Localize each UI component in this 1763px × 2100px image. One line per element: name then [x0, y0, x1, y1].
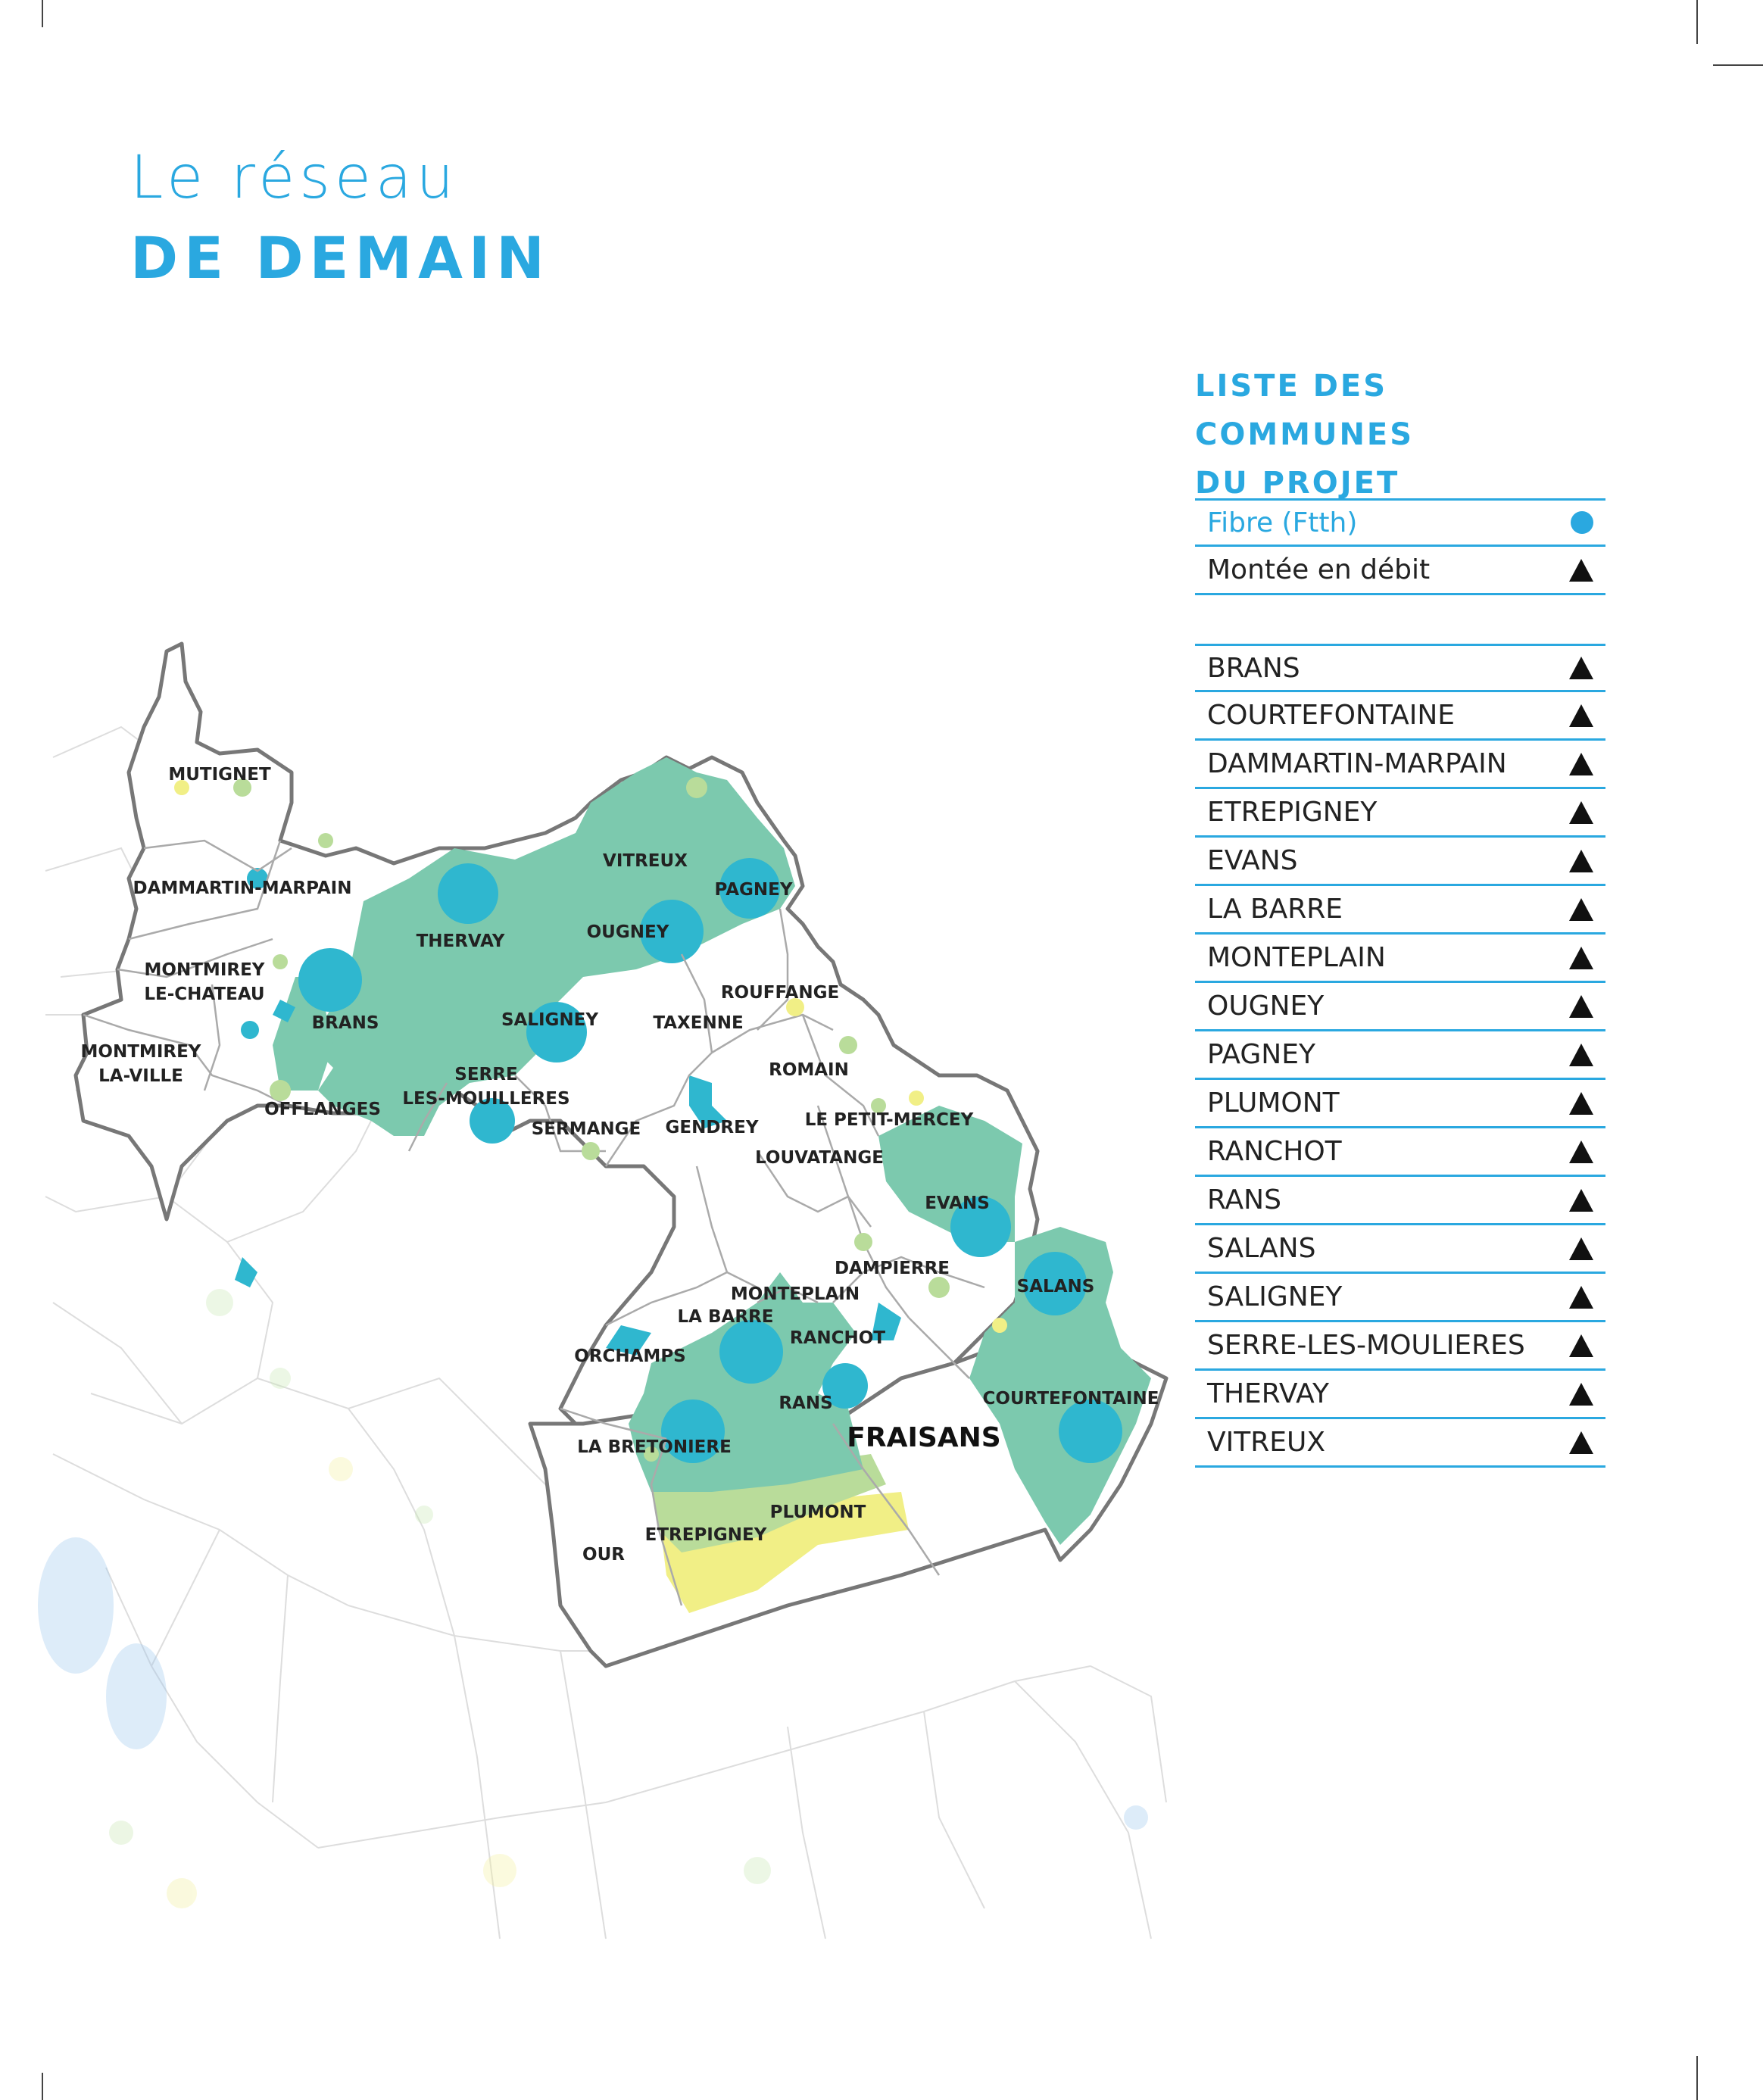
commune-name: DAMMARTIN-MARPAIN	[1207, 748, 1507, 779]
commune-row	[1195, 1419, 1605, 1468]
map-label-our: OUR	[582, 1545, 625, 1565]
map-label-montmirey-chateau-2: LE-CHATEAU	[144, 984, 265, 1004]
map-label-salans: SALANS	[1016, 1277, 1095, 1297]
triangle-icon	[1569, 1044, 1593, 1066]
commune-row	[1195, 1177, 1605, 1225]
map-label-mutignet: MUTIGNET	[168, 765, 271, 785]
legend	[1195, 498, 1605, 595]
map-label-rans: RANS	[779, 1393, 833, 1413]
crop-mark	[42, 2073, 43, 2100]
commune-name: THERVAY	[1207, 1378, 1329, 1409]
commune-row	[1195, 1128, 1605, 1177]
map-label-monteplain: MONTEPLAIN	[730, 1284, 860, 1304]
map-label-la-barre: LA BARRE	[677, 1307, 774, 1327]
commune-row	[1195, 789, 1605, 838]
commune-row	[1195, 1080, 1605, 1128]
map-label-dammartin: DAMMARTIN-MARPAIN	[133, 878, 352, 898]
map-label-orchamps: ORCHAMPS	[574, 1346, 686, 1366]
commune-row	[1195, 692, 1605, 741]
triangle-icon	[1569, 1092, 1593, 1115]
commune-name: RANCHOT	[1207, 1136, 1342, 1167]
triangle-icon	[1569, 559, 1593, 582]
commune-name: MONTEPLAIN	[1207, 942, 1386, 973]
legend-label: Fibre (Ftth)	[1207, 507, 1358, 538]
fibre-circle-courtefontaine	[1059, 1399, 1122, 1463]
heading-line2: DU PROJET	[1195, 466, 1400, 501]
map-label-vitreux: VITREUX	[603, 851, 688, 871]
commune-row	[1195, 935, 1605, 983]
map-label-pagney: PAGNEY	[714, 880, 793, 900]
map-label-ougney: OUGNEY	[586, 922, 669, 942]
triangle-icon	[1569, 1334, 1593, 1357]
triangle-icon	[1569, 704, 1593, 727]
commune-name: SERRE-LES-MOULIERES	[1207, 1330, 1525, 1361]
triangle-icon	[1569, 850, 1593, 872]
commune-row	[1195, 1274, 1605, 1322]
triangle-icon	[1569, 1189, 1593, 1212]
triangle-icon	[1569, 1431, 1593, 1454]
crop-mark	[42, 0, 43, 27]
triangle-icon	[1569, 1237, 1593, 1260]
commune-name: LA BARRE	[1207, 894, 1343, 925]
commune-name: RANS	[1207, 1184, 1281, 1215]
communes-list	[1195, 644, 1605, 1468]
map-label-fraisans: FRAISANS	[847, 1422, 1001, 1453]
map-label-la-bretoniere: LA BRETONIERE	[577, 1437, 732, 1457]
commune-row	[1195, 741, 1605, 789]
network-map	[30, 621, 1181, 1946]
commune-name: SALIGNEY	[1207, 1281, 1343, 1312]
map-label-sermange: SERMANGE	[531, 1119, 641, 1139]
page-title-line2: DE DEMAIN	[130, 224, 551, 292]
map-label-evans: EVANS	[925, 1194, 990, 1213]
map-label-brans: BRANS	[311, 1013, 379, 1033]
commune-row	[1195, 1225, 1605, 1274]
map-label-louvatange: LOUVATANGE	[755, 1148, 884, 1168]
triangle-icon	[1569, 898, 1593, 921]
triangle-icon	[1569, 995, 1593, 1018]
page-title-line1: Le réseau	[130, 144, 459, 212]
commune-name: PAGNEY	[1207, 1039, 1315, 1070]
map-label-romain: ROMAIN	[769, 1060, 849, 1080]
triangle-icon	[1569, 1286, 1593, 1309]
map-label-dampierre: DAMPIERRE	[834, 1259, 950, 1278]
commune-row	[1195, 1322, 1605, 1371]
triangle-icon	[1569, 947, 1593, 969]
map-label-serre-2: LES-MOUILLERES	[402, 1089, 570, 1109]
commune-name: ETREPIGNEY	[1207, 797, 1378, 828]
commune-name: VITREUX	[1207, 1427, 1326, 1458]
map-label-montmirey-ville-1: MONTMIREY	[80, 1042, 201, 1062]
legend-item-fibre	[1195, 498, 1605, 547]
triangle-icon	[1569, 801, 1593, 824]
crop-mark	[1713, 64, 1763, 66]
legend-label: Montée en débit	[1207, 554, 1431, 585]
commune-name: PLUMONT	[1207, 1087, 1340, 1119]
commune-row	[1195, 1031, 1605, 1080]
fibre-circle-brans	[298, 948, 362, 1012]
map-label-thervay: THERVAY	[416, 931, 505, 951]
triangle-icon	[1569, 1140, 1593, 1163]
map-label-rouffange: ROUFFANGE	[720, 983, 840, 1003]
map-label-montmirey-ville-2: LA-VILLE	[98, 1066, 183, 1086]
map-label-taxenne: TAXENNE	[653, 1013, 744, 1033]
map-label-plumont: PLUMONT	[769, 1502, 866, 1522]
commune-name: BRANS	[1207, 652, 1300, 684]
commune-name: OUGNEY	[1207, 991, 1325, 1022]
fibre-circle-thervay	[438, 863, 498, 924]
heading-line1: LISTE DES COMMUNES	[1195, 369, 1415, 452]
triangle-icon	[1569, 753, 1593, 775]
fibre-dot-icon	[1571, 511, 1593, 534]
map-label-le-petit-mercey: LE PETIT-MERCEY	[804, 1110, 974, 1130]
commune-name: SALANS	[1207, 1233, 1316, 1264]
map-label-courtefontaine: COURTEFONTAINE	[982, 1389, 1159, 1409]
commune-row	[1195, 886, 1605, 935]
map-label-serre-1: SERRE	[454, 1065, 518, 1084]
commune-row	[1195, 644, 1605, 692]
map-label-etrepigney: ETREPIGNEY	[644, 1525, 767, 1545]
map-label-offlanges: OFFLANGES	[264, 1100, 381, 1119]
fibre-circle-la-barre	[719, 1320, 783, 1384]
commune-row	[1195, 983, 1605, 1031]
commune-row	[1195, 1371, 1605, 1419]
commune-name: EVANS	[1207, 845, 1298, 876]
crop-mark	[1696, 0, 1698, 44]
commune-name: COURTEFONTAINE	[1207, 700, 1456, 731]
crop-mark	[1696, 2056, 1698, 2100]
map-label-ranchot: RANCHOT	[789, 1328, 886, 1348]
legend-item-montee	[1195, 547, 1605, 595]
triangle-icon	[1569, 1383, 1593, 1406]
triangle-icon	[1569, 657, 1593, 679]
map-label-montmirey-chateau-1: MONTMIREY	[144, 960, 265, 980]
map-label-saligney: SALIGNEY	[501, 1010, 599, 1030]
map-label-gendrey: GENDREY	[665, 1118, 759, 1137]
commune-row	[1195, 838, 1605, 886]
communes-list-heading	[1195, 362, 1619, 507]
